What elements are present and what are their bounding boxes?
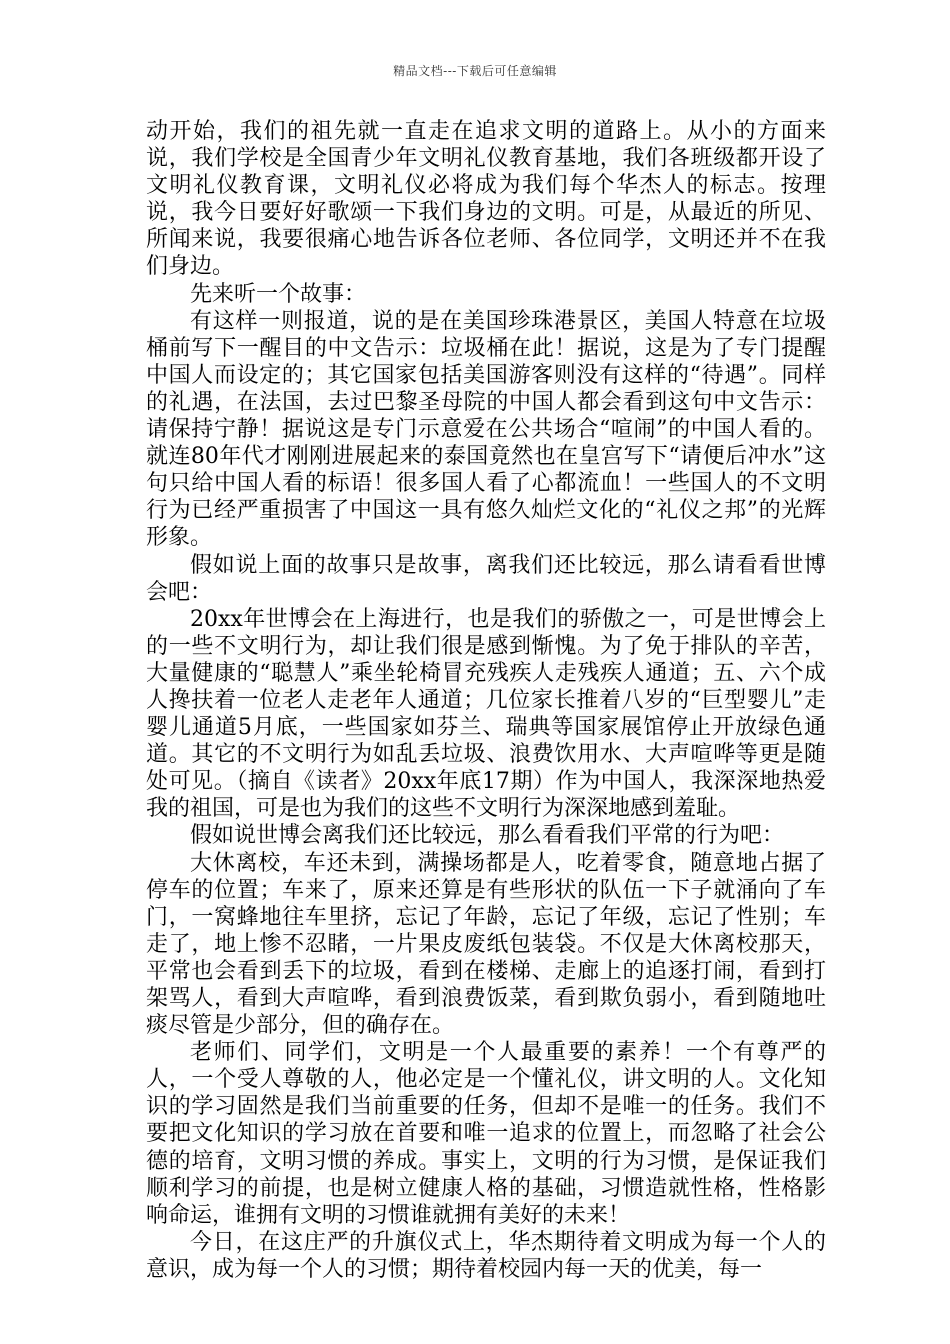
document-body [146,118,826,1283]
paragraph-6: 假如说世博会离我们还比较远，那么看看我们平常的行为吧： [190,823,785,849]
paragraph-5: 20xx年世博会在上海进行，也是我们的骄傲之一，可是世博会上的一些不文明行为，却让我们很是感到惭愧。为了免于排队的辛苦，大量健康的“聪慧人”乘坐轮椅冒充残疾人走残疾人通道；五、六个成人搀扶着一位老人走老年人通道；几位家长推着八岁的“巨型婴儿”走婴儿通道5月底，一些国家如芬兰、瑞典等国家展馆停止开放绿色通道。其它的不文明行为如乱丢垃圾、浪费饮用水、大声喧哗等更是随处可见。（摘自《读者》20xx年底17期）作为中国人，我深深地热爱我的祖国，可是也为我们的这些不文明行为深深地感到羞耻。 [146,606,826,822]
paragraph-8: 老师们、同学们，文明是一个人最重要的素养！一个有尊严的人，一个受人尊敬的人，他必定是一个懂礼仪，讲文明的人。文化知识的学习固然是我们当前重要的任务，但却不是唯一的任务。我们不要把文化知识的学习放在首要和唯一追求的位置上，而忽略了社会公德的培育，文明习惯的养成。事实上，文明的行为习惯，是保证我们顺利学习的前提，也是树立健康人格的基础，习惯造就性格，性格影响命运，谁拥有文明的习惯谁就拥有美好的未来！ [146,1040,826,1228]
paragraph-2: 先来听一个故事： [190,281,367,307]
paragraph-4: 假如说上面的故事只是故事，离我们还比较远，那么请看看世博会吧： [146,552,826,605]
paragraph-1: 动开始，我们的祖先就一直走在追求文明的道路上。从小的方面来说，我们学校是全国青少年文明礼仪教育基地，我们各班级都开设了文明礼仪教育课，文明礼仪必将成为我们每个华杰人的标志。按理说，我今日要好好歌颂一下我们身边的文明。可是，从最近的所见、所闻来说，我要很痛心地告诉各位老师、各位同学，文明还并不在我们身边。 [146,119,826,280]
page-header: 精品文档---下载后可任意编辑 [393,64,557,78]
paragraph-9: 今日，在这庄严的升旗仪式上，华杰期待着文明成为每一个人的意识，成为每一个人的习惯；期待着校园内每一天的优美，每一 [146,1229,826,1282]
paragraph-3: 有这样一则报道，说的是在美国珍珠港景区，美国人特意在垃圾桶前写下一醒目的中文告示：垃圾桶在此！据说，这是为了专门提醒中国人而设定的；其它国家包括美国游客则没有这样的“待遇”。同样的礼遇，在法国，去过巴黎圣母院的中国人都会看到这句中文告示：请保持宁静！据说这是专门示意爱在公共场合“喧闹”的中国人看的。就连80年代才刚刚进展起来的泰国竟然也在皇宫写下“请便后冲水”这句只给中国人看的标语！很多国人看了心都流血！一些国人的不文明行为已经严重损害了中国这一具有悠久灿烂文化的“礼仪之邦”的光辉形象。 [146,308,826,551]
paragraph-7: 大休离校，车还未到，满操场都是人，吃着零食，随意地占据了停车的位置；车来了，原来还算是有些形状的队伍一下子就涌向了车门，一窝蜂地往车里挤，忘记了年龄，忘记了年级，忘记了性别；车走了，地上惨不忍睹，一片果皮废纸包装袋。不仅是大休离校那天，平常也会看到丢下的垃圾，看到在楼梯、走廊上的追逐打闹，看到打架骂人，看到大声喧哗，看到浪费饭菜，看到欺负弱小，看到随地吐痰尽管是少部分，但的确存在。 [146,850,826,1039]
